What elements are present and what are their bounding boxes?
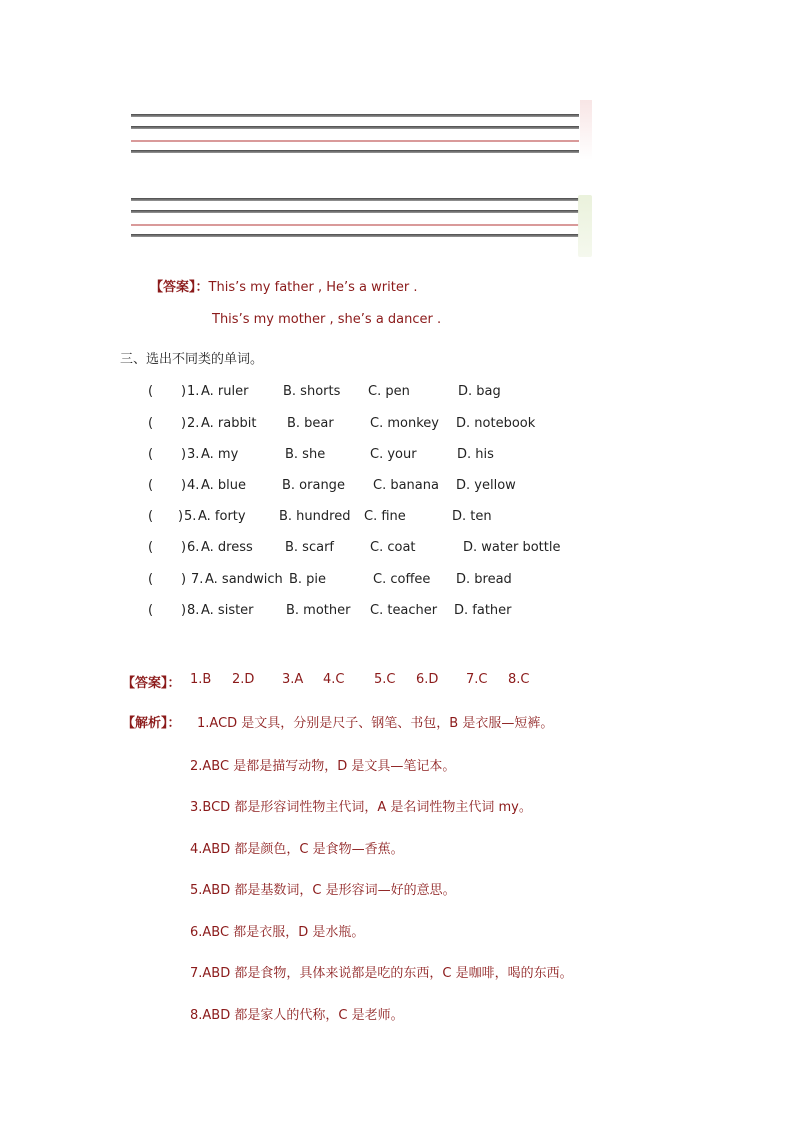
analysis-item: 8.ABD 都是家人的代称，C 是老师。 xyxy=(190,1008,404,1023)
paren-close: ) xyxy=(178,509,184,524)
answer-item: 7.C xyxy=(466,672,488,687)
option-c: C. fine xyxy=(364,509,406,524)
option-b: B. mother xyxy=(286,603,351,618)
analysis-item: 7.ABD 都是食物，具体来说都是吃的东西，C 是咖啡，喝的东西。 xyxy=(190,966,573,981)
option-b: B. scarf xyxy=(285,540,334,555)
analysis-item: 1.ACD 是文具，分别是尺子、钢笔、书包，B 是衣服—短裤。 xyxy=(197,716,554,731)
option-c: C. coffee xyxy=(373,572,431,587)
option-b: B. shorts xyxy=(283,384,341,399)
paren-close: ) xyxy=(181,447,187,462)
answer-item: 8.C xyxy=(508,672,530,687)
option-d: D. father xyxy=(454,603,512,618)
option-b: B. she xyxy=(285,447,326,462)
paren-close: ) xyxy=(181,478,187,493)
paren-open: ( xyxy=(148,509,154,524)
option-a: A. dress xyxy=(201,540,253,555)
writing-line xyxy=(131,234,579,237)
question-number: 8. xyxy=(187,603,200,618)
answer-item: 4.C xyxy=(323,672,345,687)
option-c: C. monkey xyxy=(370,416,439,431)
option-d: D. ten xyxy=(452,509,492,524)
paren-close: ) xyxy=(181,572,187,587)
answer-item: 2.D xyxy=(232,672,255,687)
answer-item: 3.A xyxy=(282,672,304,687)
option-d: D. water bottle xyxy=(463,540,561,555)
option-a: A. blue xyxy=(201,478,247,493)
question-number: 2. xyxy=(187,416,200,431)
analysis-label: 【解析】 xyxy=(122,716,168,731)
writing-line xyxy=(131,210,579,213)
paren-open: ( xyxy=(148,447,154,462)
paren-open: ( xyxy=(148,384,154,399)
analysis-item: 5.ABD 都是基数词，C 是形容词—好的意思。 xyxy=(190,883,456,898)
answer-item: 5.C xyxy=(374,672,396,687)
option-a: A. rabbit xyxy=(201,416,257,431)
question-number: 3. xyxy=(187,447,200,462)
option-d: D. notebook xyxy=(456,416,536,431)
option-b: B. bear xyxy=(287,416,334,431)
option-a: A. sandwich xyxy=(205,572,283,587)
analysis-item: 6.ABC 都是衣服，D 是水瓶。 xyxy=(190,925,365,940)
paren-close: ) xyxy=(181,416,187,431)
answer-colon: ： xyxy=(195,280,209,295)
question-number: 5. xyxy=(184,509,197,524)
question-number: 4. xyxy=(187,478,200,493)
option-d: D. bag xyxy=(458,384,501,399)
writing-line-red xyxy=(131,224,579,226)
analysis-item: 4.ABD 都是颜色，C 是食物—香蕉。 xyxy=(190,842,404,857)
paren-open: ( xyxy=(148,603,154,618)
paren-close: ) xyxy=(181,384,187,399)
answer-line-1: This’s my father , He’s a writer . xyxy=(208,280,418,295)
option-c: C. your xyxy=(370,447,417,462)
answer-colon: ： xyxy=(167,676,181,691)
option-c: C. coat xyxy=(370,540,416,555)
paren-close: ) xyxy=(181,603,187,618)
analysis-colon: ： xyxy=(167,716,181,731)
option-d: D. bread xyxy=(456,572,512,587)
option-c: C. banana xyxy=(373,478,439,493)
answer-item: 1.B xyxy=(190,672,212,687)
decorative-edge-image xyxy=(578,195,592,257)
writing-line xyxy=(131,126,579,129)
analysis-block xyxy=(122,712,181,731)
writing-line xyxy=(131,150,579,153)
decorative-edge-image xyxy=(580,100,592,160)
paren-open: ( xyxy=(148,478,154,493)
analysis-item: 3.BCD 都是形容词性物主代词，A 是名词性物主代词 my。 xyxy=(190,800,532,815)
paren-open: ( xyxy=(148,416,154,431)
question-number: 6. xyxy=(187,540,200,555)
option-b: B. hundred xyxy=(279,509,351,524)
section-title: 三、选出不同类的单词。 xyxy=(120,352,264,367)
option-a: A. forty xyxy=(198,509,246,524)
paren-close: ) xyxy=(181,540,187,555)
option-b: B. orange xyxy=(282,478,345,493)
option-a: A. my xyxy=(201,447,239,462)
option-a: A. sister xyxy=(201,603,254,618)
writing-line-red xyxy=(131,140,579,142)
question-number: 7. xyxy=(191,572,204,587)
paren-open: ( xyxy=(148,540,154,555)
answer-line-2: This’s my mother , she’s a dancer . xyxy=(212,312,442,327)
writing-line xyxy=(131,198,579,201)
analysis-item: 2.ABC 是都是描写动物，D 是文具—笔记本。 xyxy=(190,759,456,774)
answer-label: 【答案】 xyxy=(122,676,168,691)
writing-line xyxy=(131,114,579,117)
option-c: C. teacher xyxy=(370,603,438,618)
option-a: A. ruler xyxy=(201,384,249,399)
answer-item: 6.D xyxy=(416,672,439,687)
paren-open: ( xyxy=(148,572,154,587)
answer-label: 【答案】 xyxy=(150,280,196,295)
answer-block-2 xyxy=(122,672,181,691)
option-d: D. his xyxy=(457,447,494,462)
answer-block-1 xyxy=(150,276,417,295)
option-d: D. yellow xyxy=(456,478,516,493)
question-number: 1. xyxy=(187,384,200,399)
option-b: B. pie xyxy=(289,572,327,587)
option-c: C. pen xyxy=(368,384,410,399)
